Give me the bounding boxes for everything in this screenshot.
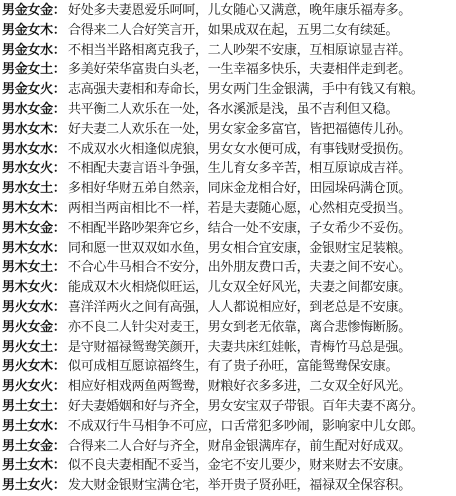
text-row <box>0 476 456 496</box>
text-row <box>0 120 456 140</box>
text-row <box>0 80 456 100</box>
text-row <box>0 258 456 278</box>
pair-label: 男土女火： <box>2 478 66 494</box>
text-row <box>0 60 456 80</box>
pair-label: 男木女土： <box>2 260 66 276</box>
text-row <box>0 298 456 318</box>
text-row <box>0 159 456 179</box>
pair-label: 男水女土： <box>2 181 66 197</box>
text-row <box>0 239 456 259</box>
text-row <box>0 397 456 417</box>
pair-label: 男水女木： <box>2 121 66 137</box>
pair-label: 男木女金： <box>2 220 66 236</box>
pair-text: 好夫妻二人欢乐在一处，男女家金多富官，皆把福德传儿孙。 <box>68 121 411 137</box>
pair-text: 同和愿一世双双如水鱼，男女相合宜安康，金银财宝足装粮。 <box>68 240 411 256</box>
pair-text: 志高强夫妻相和寿命长，男女两门生金银满，手中有钱又有粮。 <box>68 82 424 98</box>
pair-text: 是守财福禄鸳鸯笑颜开，夫妻共床红娃帐，青梅竹马总是强。 <box>68 339 411 355</box>
pair-text: 共平衡二人欢乐在一处，各水溪派是浅，虽不吉利但又稳。 <box>68 101 399 117</box>
pair-label: 男土女木： <box>2 458 66 474</box>
text-row <box>0 456 456 476</box>
pair-label: 男火女金： <box>2 319 66 335</box>
pair-label: 男金女木： <box>2 22 66 38</box>
pair-label: 男土女土： <box>2 398 66 414</box>
pair-label: 男金女火： <box>2 82 66 98</box>
pair-text: 不相配夫妻言语斗争强，生儿育女多辛苦，相互原谅成吉祥。 <box>68 161 411 177</box>
pair-label: 男木女火： <box>2 280 66 296</box>
pair-text: 喜洋洋两火之间有高强，人人都说相应好，到老总是不安康。 <box>68 299 411 315</box>
pair-label: 男金女土： <box>2 62 66 78</box>
pair-label: 男火女木： <box>2 359 66 375</box>
pair-label: 男木女水： <box>2 240 66 256</box>
pair-text: 不合心牛马相合不安分，出外朋友费口舌，夫妻之间不安心。 <box>68 260 411 276</box>
pair-text: 不成双行牛马相争不可应，口舌常犯多吵闹，影响家中儿女郎。 <box>68 418 424 434</box>
pair-text: 好处多夫妻恩爱乐呵呵，儿女随心又满意，晚年康乐福寿多。 <box>68 3 411 18</box>
text-row <box>0 357 456 377</box>
pair-label: 男水女金： <box>2 101 66 117</box>
pair-text: 不相配半路吵架奔它乡，结合一处不安康，子女希少不妥伤。 <box>68 220 411 236</box>
text-row <box>0 417 456 437</box>
text-row <box>0 318 456 338</box>
pair-text: 似可成相互愿谅福终生，有了贵子孙旺，富能鸳鸯保安康。 <box>68 359 399 375</box>
pair-label: 男火女水： <box>2 299 66 315</box>
text-row <box>0 21 456 41</box>
pair-text: 亦不良二人针尖对麦王，男女到老无依靠，离合悲惨悔断肠。 <box>68 319 411 335</box>
pair-label: 男土女水： <box>2 418 66 434</box>
pair-label: 男土女金： <box>2 438 66 454</box>
text-row <box>0 1 456 21</box>
text-row <box>0 278 456 298</box>
text-row <box>0 41 456 61</box>
pair-text: 相应好相戏两鱼两鸳鸯，财粮好衣多多进，二女双全好风光。 <box>68 379 411 395</box>
pair-label: 男金女金： <box>2 3 66 18</box>
text-row <box>0 219 456 239</box>
text-row <box>0 377 456 397</box>
pair-label: 男水女火： <box>2 161 66 177</box>
text-row <box>0 100 456 120</box>
pair-text: 多相好华财五弟自然亲，同床金龙相合好，田园垛码满仓顶。 <box>68 181 411 197</box>
pair-text: 两相当两亩相比不一样，若是夫妻随心愿，心然相克受损当。 <box>68 200 411 216</box>
pair-text: 能成双木火相烧似旺运，儿女双全好风光，夫妻之间都安康。 <box>68 280 411 296</box>
pair-label: 男木女木： <box>2 200 66 216</box>
text-row <box>0 199 456 219</box>
pair-text: 不成双水火相逢似虎狼，男女女水便可成，有事钱财受损伤。 <box>68 141 411 157</box>
text-row <box>0 437 456 457</box>
pair-text: 合得来二人合好与齐全，财帛金银满库存，前生配对好成双。 <box>68 438 411 454</box>
pair-label: 男火女土： <box>2 339 66 355</box>
pair-label: 男火女火： <box>2 379 66 395</box>
pair-label: 男水女水： <box>2 141 66 157</box>
pair-text: 好夫妻婚姻和好与齐全，男女安宝双子带银。百年夫妻不离分。 <box>68 398 424 414</box>
pair-text: 发大财金银财宝满仓宅，举开贵子贤孙旺，福禄双全保容积。 <box>68 478 411 494</box>
text-row <box>0 338 456 358</box>
text-row <box>0 179 456 199</box>
pair-text: 不相当半路相离克我子，二人吵架不安康，互相原谅显吉祥。 <box>68 42 411 58</box>
pair-text: 合得来二人合好笑言开，如果成双在起，五男二女有续延。 <box>68 22 399 38</box>
pair-label: 男金女水： <box>2 42 66 58</box>
text-row <box>0 140 456 160</box>
pair-text: 似不良夫妻相配不妥当，金宅不安儿要少，财来财去不安康。 <box>68 458 411 474</box>
pair-text: 多美好荣华富贵白头老，一生幸福多快乐，夫妻相伴走到老。 <box>68 62 411 78</box>
